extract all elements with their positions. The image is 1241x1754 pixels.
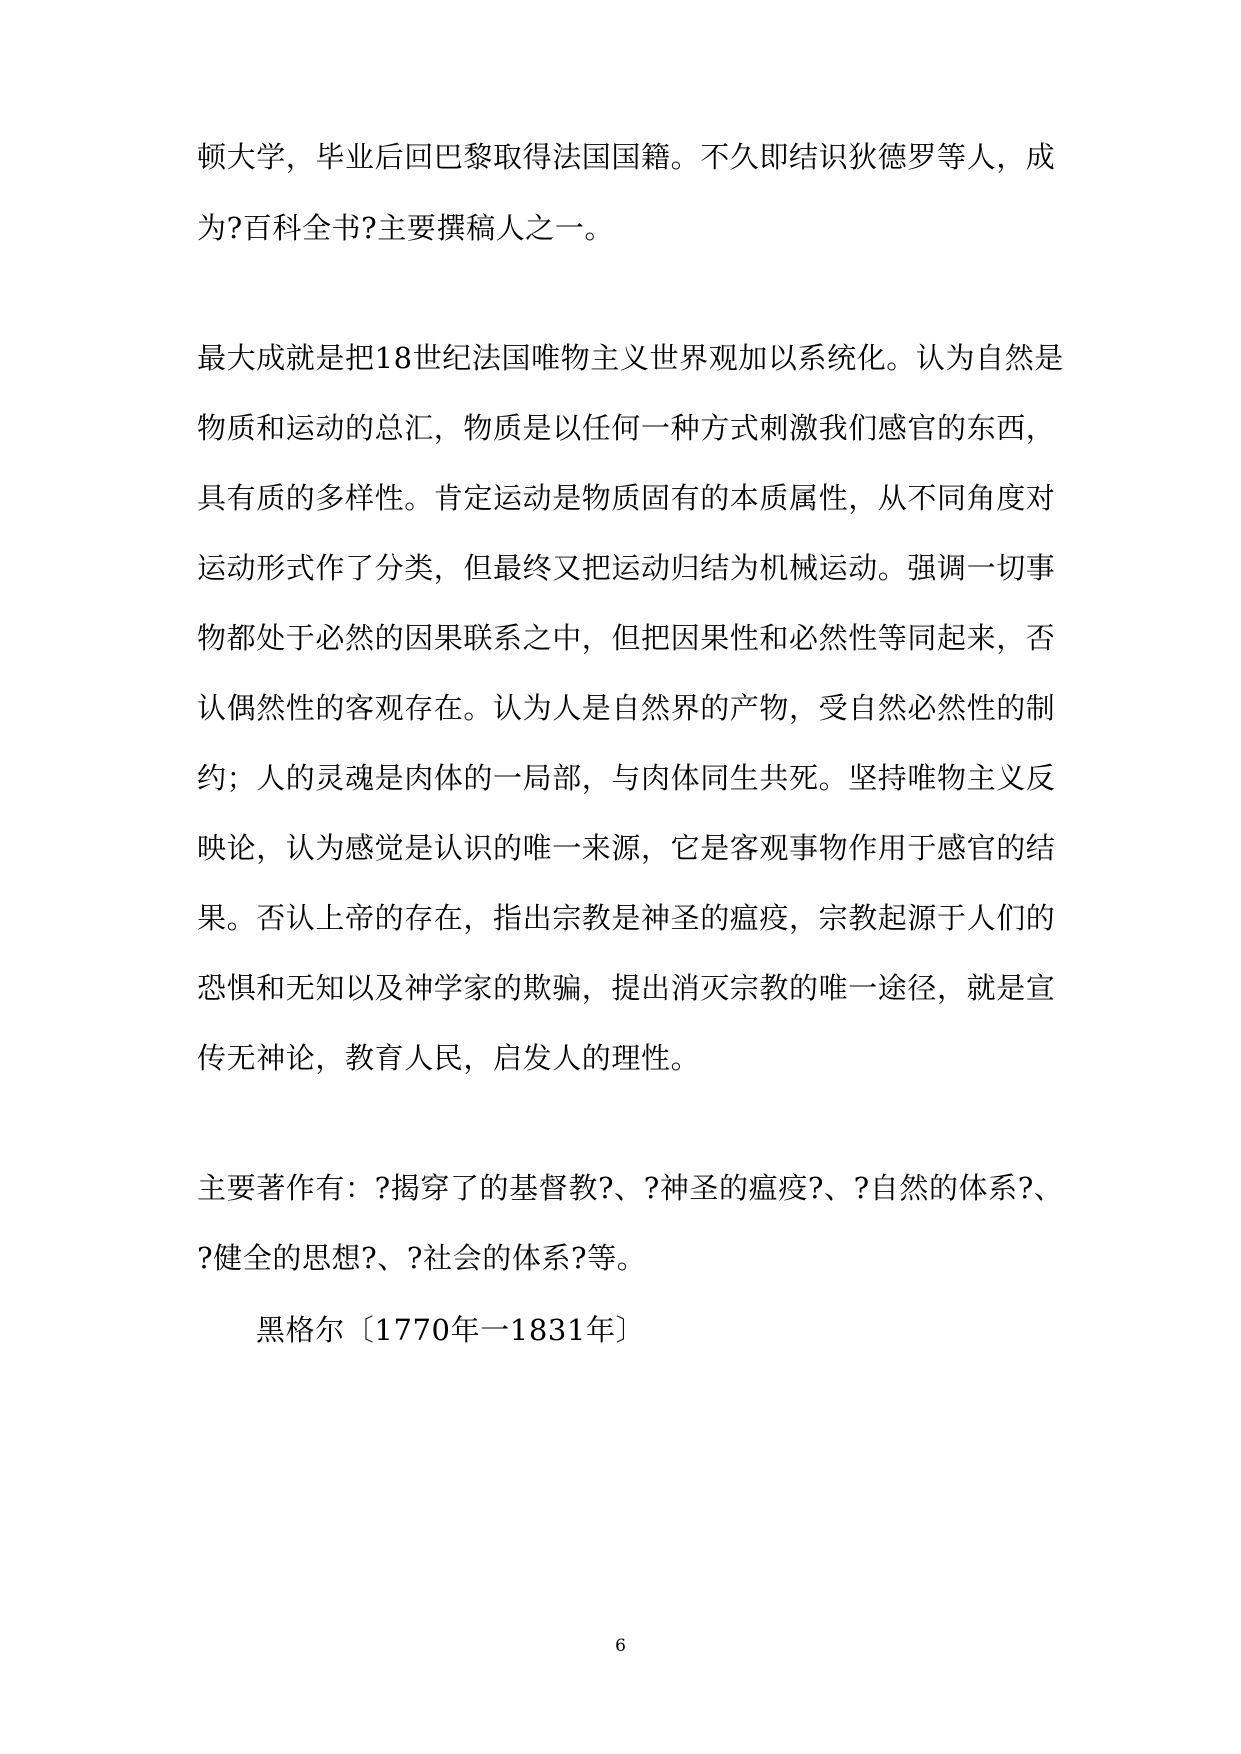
- paragraph-2-line-8: 映论，认为感觉是认识的唯一来源，它是客观事物作用于感官的结: [197, 831, 1056, 865]
- paragraph-3-line-2: ?健全的思想?、?社会的体系?等。: [197, 1241, 647, 1275]
- paragraph-2-line-1: 最大成就是把18世纪法国唯物主义世界观加以系统化。认为自然是: [197, 341, 1064, 375]
- paragraph-2-line-9: 果。否认上帝的存在，指出宗教是神圣的瘟疫，宗教起源于人们的: [197, 901, 1056, 935]
- paragraph-3-line-1: 主要著作有：?揭穿了的基督教?、?神圣的瘟疫?、?自然的体系?、: [197, 1171, 1064, 1205]
- paragraph-1-line-2: 为?百科全书?主要撰稿人之一。: [197, 211, 615, 245]
- paragraph-2-line-3: 具有质的多样性。肯定运动是物质固有的本质属性，从不同角度对: [197, 481, 1056, 515]
- paragraph-2-line-10: 恐惧和无知以及神学家的欺骗，提出消灭宗教的唯一途径，就是宣: [197, 971, 1056, 1005]
- paragraph-2-line-11: 传无神论，教育人民，启发人的理性。: [197, 1041, 701, 1075]
- paragraph-2-line-5: 物都处于必然的因果联系之中，但把因果性和必然性等同起来，否: [197, 621, 1056, 655]
- section-heading: 黑格尔〔1770年一1831年〕: [256, 1313, 646, 1347]
- paragraph-1-line-1: 顿大学，毕业后回巴黎取得法国国籍。不久即结识狄德罗等人，成: [197, 140, 1056, 174]
- paragraph-2-line-4: 运动形式作了分类，但最终又把运动归结为机械运动。强调一切事: [197, 551, 1056, 585]
- paragraph-2-line-6: 认偶然性的客观存在。认为人是自然界的产物，受自然必然性的制: [197, 691, 1056, 725]
- paragraph-2-line-2: 物质和运动的总汇，物质是以任何一种方式刺激我们感官的东西，: [197, 411, 1056, 445]
- page-number: 6: [615, 1636, 626, 1656]
- paragraph-2-line-7: 约；人的灵魂是肉体的一局部，与肉体同生共死。坚持唯物主义反: [197, 761, 1056, 795]
